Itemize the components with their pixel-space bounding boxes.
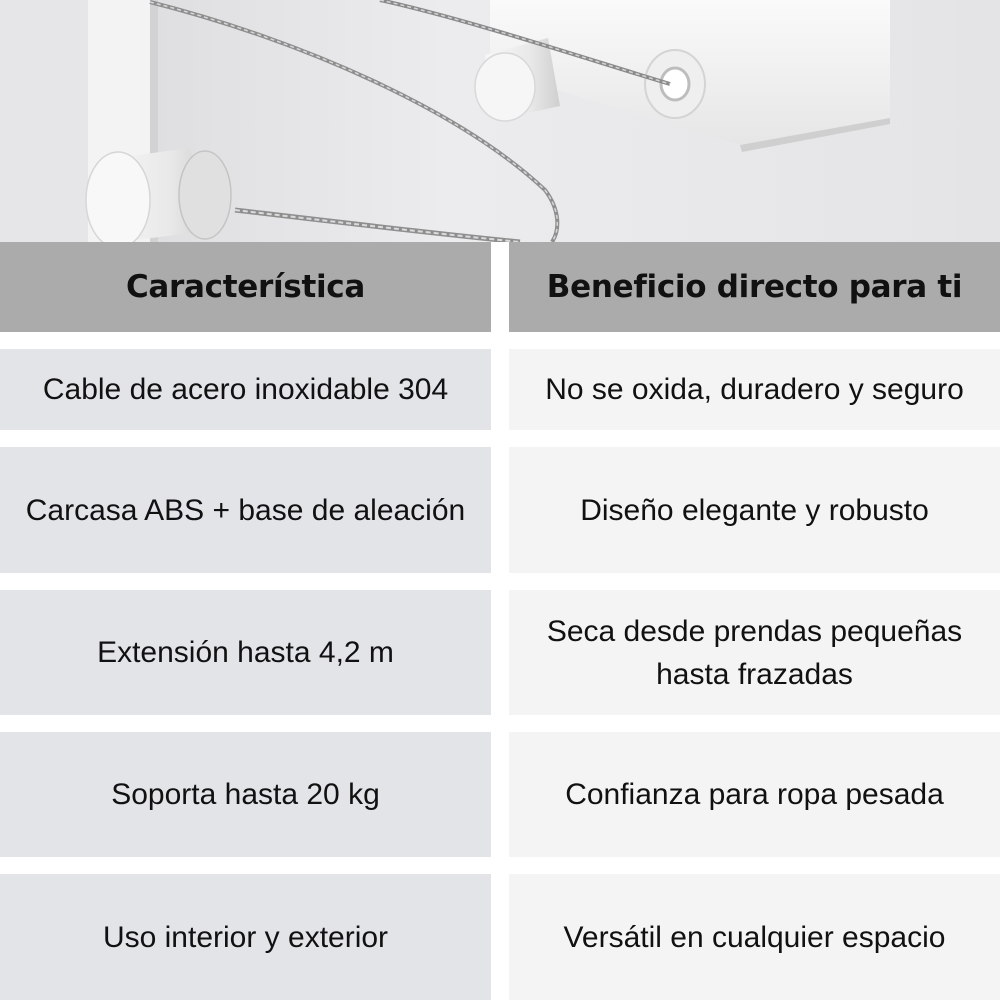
- table-cell-benefit: Confianza para ropa pesada: [509, 732, 1000, 857]
- table-cell-feature: Extensión hasta 4,2 m: [0, 590, 491, 715]
- clothesline-illustration: [0, 0, 1000, 242]
- table-cell-feature: Carcasa ABS + base de aleación: [0, 447, 491, 573]
- table-cell-benefit: Versátil en cualquier espacio: [509, 874, 1000, 1000]
- table-cell-benefit: Diseño elegante y robusto: [509, 447, 1000, 573]
- header-beneficio: Beneficio directo para ti: [509, 242, 1000, 332]
- table-cell-feature: Cable de acero inoxidable 304: [0, 349, 491, 430]
- product-photo: [0, 0, 1000, 242]
- table-cell-feature: Soporta hasta 20 kg: [0, 732, 491, 857]
- table-cell-feature: Uso interior y exterior: [0, 874, 491, 1000]
- table-cell-benefit: Seca desde prendas pequeñas hasta frazadas: [509, 590, 1000, 715]
- table-cell-benefit: No se oxida, duradero y seguro: [509, 349, 1000, 430]
- header-caracteristica: Característica: [0, 242, 491, 332]
